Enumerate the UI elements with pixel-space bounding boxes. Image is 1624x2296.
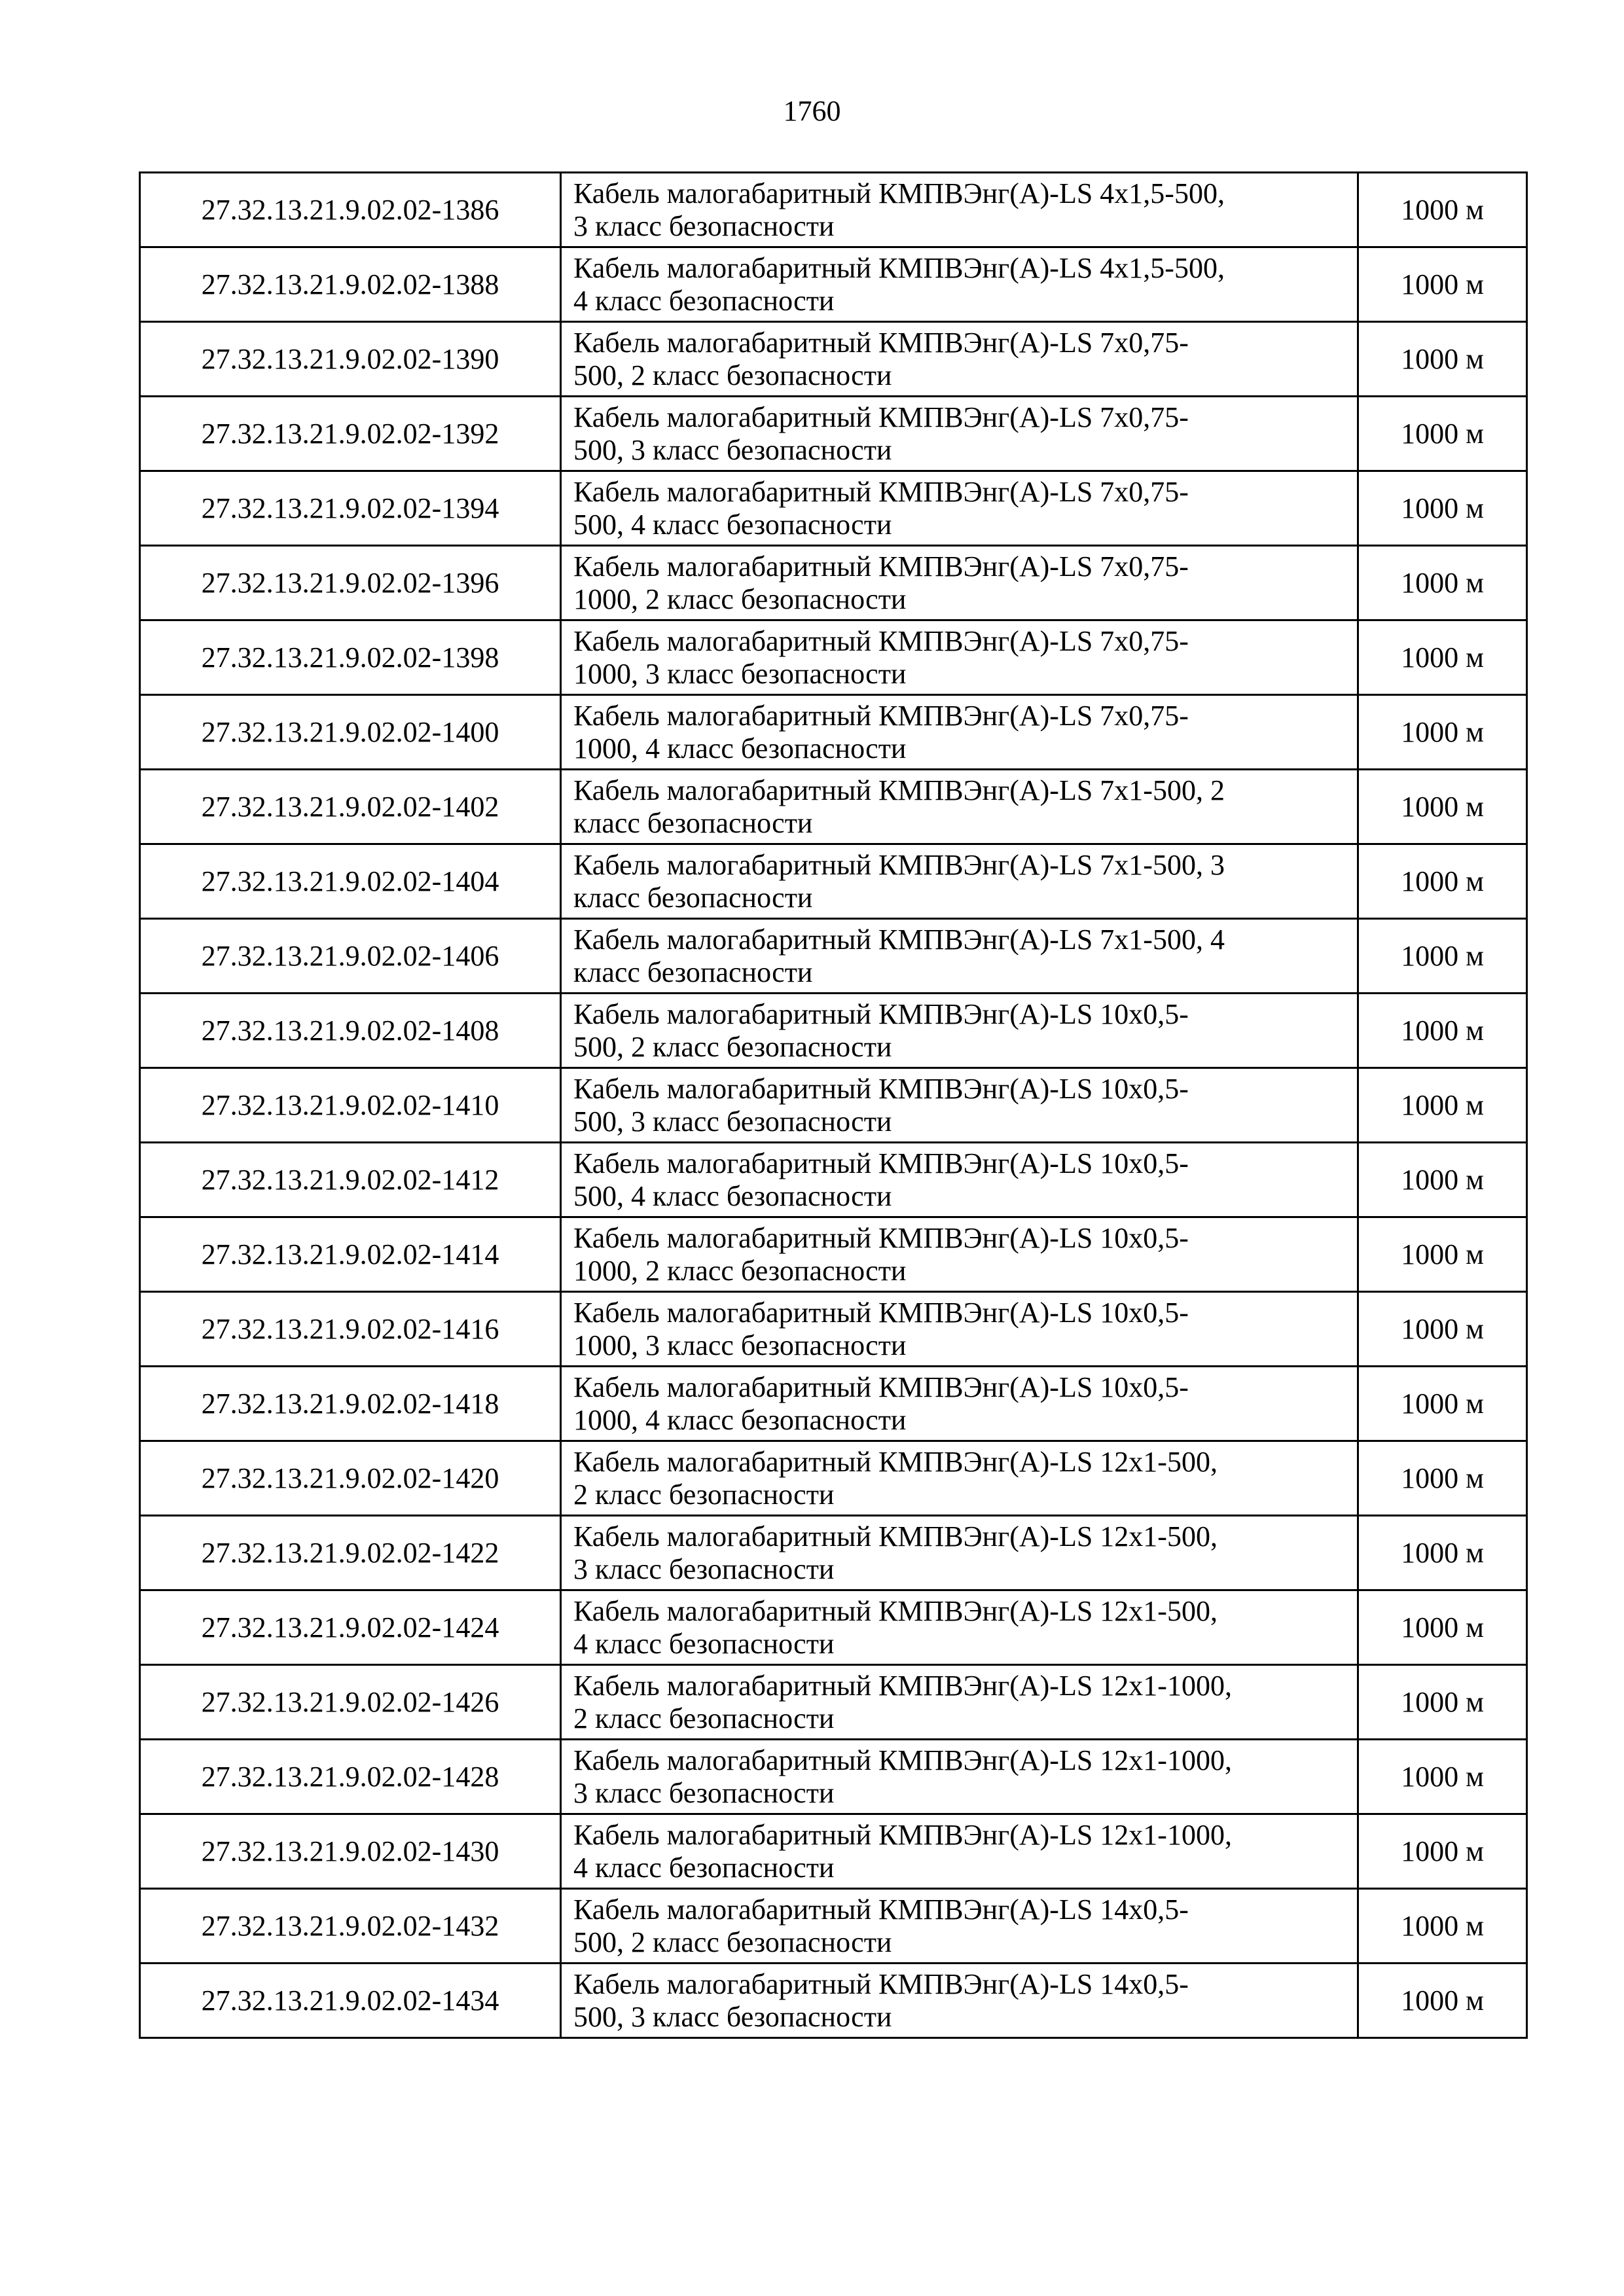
resource-code-cell: 27.32.13.21.9.02.02-1422 bbox=[140, 1516, 561, 1590]
description-line-1: Кабель малогабаритный КМПВЭнг(А)-LS 10х0,5- bbox=[573, 1222, 1189, 1255]
table-row bbox=[140, 1665, 1527, 1740]
unit-cell: 1000 м bbox=[1358, 1367, 1527, 1441]
description-cell bbox=[561, 1068, 1358, 1143]
table-row bbox=[140, 919, 1527, 994]
description-line-1: Кабель малогабаритный КМПВЭнг(А)-LS 12х1-500, bbox=[573, 1520, 1218, 1553]
table-row bbox=[140, 844, 1527, 919]
table-row bbox=[140, 695, 1527, 770]
unit-cell: 1000 м bbox=[1358, 695, 1527, 770]
table-row bbox=[140, 1143, 1527, 1217]
description-line-1: Кабель малогабаритный КМПВЭнг(А)-LS 12х1-1000, bbox=[573, 1670, 1232, 1702]
description-line-2: класс безопасности bbox=[573, 956, 813, 988]
resource-code-cell: 27.32.13.21.9.02.02-1428 bbox=[140, 1740, 561, 1814]
resource-code-cell: 27.32.13.21.9.02.02-1394 bbox=[140, 471, 561, 546]
description-cell bbox=[561, 397, 1358, 471]
unit-cell: 1000 м bbox=[1358, 1889, 1527, 1964]
description-line-1: Кабель малогабаритный КМПВЭнг(А)-LS 10х0,5- bbox=[573, 1073, 1189, 1105]
description-cell bbox=[561, 1740, 1358, 1814]
description-line-1: Кабель малогабаритный КМПВЭнг(А)-LS 10х0,5- bbox=[573, 998, 1189, 1031]
table-row bbox=[140, 247, 1527, 322]
description-line-1: Кабель малогабаритный КМПВЭнг(А)-LS 7х0,75- bbox=[573, 700, 1189, 732]
description-cell bbox=[561, 1665, 1358, 1740]
resource-code-cell: 27.32.13.21.9.02.02-1430 bbox=[140, 1814, 561, 1889]
description-cell bbox=[561, 1516, 1358, 1590]
description-cell bbox=[561, 1889, 1358, 1964]
table-row bbox=[140, 1217, 1527, 1292]
resource-code-cell: 27.32.13.21.9.02.02-1406 bbox=[140, 919, 561, 994]
resource-code-cell: 27.32.13.21.9.02.02-1392 bbox=[140, 397, 561, 471]
unit-cell: 1000 м bbox=[1358, 1590, 1527, 1665]
table-row bbox=[140, 1814, 1527, 1889]
resource-code-cell: 27.32.13.21.9.02.02-1434 bbox=[140, 1964, 561, 2038]
description-line-1: Кабель малогабаритный КМПВЭнг(А)-LS 7х0,75- bbox=[573, 327, 1189, 359]
description-cell bbox=[561, 546, 1358, 620]
resource-code-cell: 27.32.13.21.9.02.02-1408 bbox=[140, 994, 561, 1068]
description-line-2: 4 класс безопасности bbox=[573, 1851, 835, 1884]
description-line-2: 1000, 3 класс безопасности bbox=[573, 1329, 907, 1361]
unit-cell: 1000 м bbox=[1358, 1814, 1527, 1889]
unit-cell: 1000 м bbox=[1358, 1068, 1527, 1143]
description-line-2: 3 класс безопасности bbox=[573, 1552, 835, 1585]
page-number: 1760 bbox=[783, 95, 841, 127]
table-row bbox=[140, 1740, 1527, 1814]
description-cell bbox=[561, 1964, 1358, 2038]
description-line-2: класс безопасности bbox=[573, 806, 813, 839]
description-cell bbox=[561, 919, 1358, 994]
description-line-1: Кабель малогабаритный КМПВЭнг(А)-LS 10х0,5- bbox=[573, 1371, 1189, 1404]
description-line-2: класс безопасности bbox=[573, 881, 813, 914]
description-line-2: 4 класс безопасности bbox=[573, 1627, 835, 1660]
unit-cell: 1000 м bbox=[1358, 397, 1527, 471]
description-line-2: 500, 2 класс безопасности bbox=[573, 1030, 892, 1063]
unit-cell: 1000 м bbox=[1358, 620, 1527, 695]
unit-cell: 1000 м bbox=[1358, 173, 1527, 247]
unit-cell: 1000 м bbox=[1358, 1964, 1527, 2038]
unit-cell: 1000 м bbox=[1358, 546, 1527, 620]
unit-cell: 1000 м bbox=[1358, 1516, 1527, 1590]
description-line-2: 500, 4 класс безопасности bbox=[573, 508, 892, 541]
description-cell bbox=[561, 471, 1358, 546]
description-line-2: 3 класс безопасности bbox=[573, 209, 835, 242]
table-row bbox=[140, 1590, 1527, 1665]
description-line-2: 500, 2 класс безопасности bbox=[573, 359, 892, 391]
table-row bbox=[140, 1367, 1527, 1441]
resource-code-cell: 27.32.13.21.9.02.02-1424 bbox=[140, 1590, 561, 1665]
table-row bbox=[140, 1441, 1527, 1516]
table-row bbox=[140, 546, 1527, 620]
table-row bbox=[140, 620, 1527, 695]
description-line-2: 1000, 4 класс безопасности bbox=[573, 1403, 907, 1436]
resource-code-cell: 27.32.13.21.9.02.02-1388 bbox=[140, 247, 561, 322]
description-line-2: 500, 4 класс безопасности bbox=[573, 1179, 892, 1212]
description-line-1: Кабель малогабаритный КМПВЭнг(А)-LS 10х0,5- bbox=[573, 1297, 1189, 1329]
description-line-2: 1000, 4 класс безопасности bbox=[573, 732, 907, 764]
unit-cell: 1000 м bbox=[1358, 471, 1527, 546]
description-cell bbox=[561, 770, 1358, 844]
description-line-2: 1000, 2 класс безопасности bbox=[573, 583, 907, 615]
description-cell bbox=[561, 1143, 1358, 1217]
description-cell bbox=[561, 1814, 1358, 1889]
unit-cell: 1000 м bbox=[1358, 1665, 1527, 1740]
resource-code-cell: 27.32.13.21.9.02.02-1418 bbox=[140, 1367, 561, 1441]
description-line-2: 1000, 3 класс безопасности bbox=[573, 657, 907, 690]
description-line-1: Кабель малогабаритный КМПВЭнг(А)-LS 7х0,75- bbox=[573, 476, 1189, 509]
description-line-1: Кабель малогабаритный КМПВЭнг(А)-LS 7х0,75- bbox=[573, 625, 1189, 658]
unit-cell: 1000 м bbox=[1358, 1292, 1527, 1367]
description-line-2: 2 класс безопасности bbox=[573, 1702, 835, 1734]
table-row bbox=[140, 397, 1527, 471]
description-line-1: Кабель малогабаритный КМПВЭнг(А)-LS 4х1,5-500, bbox=[573, 177, 1225, 210]
unit-cell: 1000 м bbox=[1358, 1740, 1527, 1814]
description-line-1: Кабель малогабаритный КМПВЭнг(А)-LS 7х1-500, 4 bbox=[573, 924, 1225, 956]
description-line-1: Кабель малогабаритный КМПВЭнг(А)-LS 12х1-1000, bbox=[573, 1744, 1232, 1777]
description-line-1: Кабель малогабаритный КМПВЭнг(А)-LS 10х0,5- bbox=[573, 1147, 1189, 1180]
resource-code-cell: 27.32.13.21.9.02.02-1398 bbox=[140, 620, 561, 695]
description-line-1: Кабель малогабаритный КМПВЭнг(А)-LS 14х0,5- bbox=[573, 1893, 1189, 1926]
description-line-2: 1000, 2 класс безопасности bbox=[573, 1254, 907, 1287]
description-line-1: Кабель малогабаритный КМПВЭнг(А)-LS 14х0,5- bbox=[573, 1968, 1189, 2001]
description-cell bbox=[561, 844, 1358, 919]
description-line-1: Кабель малогабаритный КМПВЭнг(А)-LS 7х1-500, 2 bbox=[573, 774, 1225, 807]
description-cell bbox=[561, 173, 1358, 247]
resource-code-cell: 27.32.13.21.9.02.02-1412 bbox=[140, 1143, 561, 1217]
description-cell bbox=[561, 1292, 1358, 1367]
description-line-2: 2 класс безопасности bbox=[573, 1478, 835, 1511]
description-cell bbox=[561, 620, 1358, 695]
description-line-1: Кабель малогабаритный КМПВЭнг(А)-LS 12х1-500, bbox=[573, 1446, 1218, 1479]
resource-code-cell: 27.32.13.21.9.02.02-1426 bbox=[140, 1665, 561, 1740]
description-line-1: Кабель малогабаритный КМПВЭнг(А)-LS 7х0,75- bbox=[573, 401, 1189, 434]
description-line-2: 500, 2 класс безопасности bbox=[573, 1926, 892, 1958]
unit-cell: 1000 м bbox=[1358, 1441, 1527, 1516]
unit-cell: 1000 м bbox=[1358, 1217, 1527, 1292]
resource-code-cell: 27.32.13.21.9.02.02-1402 bbox=[140, 770, 561, 844]
unit-cell: 1000 м bbox=[1358, 247, 1527, 322]
description-line-2: 500, 3 класс безопасности bbox=[573, 2000, 892, 2033]
unit-cell: 1000 м bbox=[1358, 1143, 1527, 1217]
description-cell bbox=[561, 994, 1358, 1068]
table-row bbox=[140, 1292, 1527, 1367]
description-line-2: 500, 3 класс безопасности bbox=[573, 433, 892, 466]
resource-code-cell: 27.32.13.21.9.02.02-1396 bbox=[140, 546, 561, 620]
description-cell bbox=[561, 1217, 1358, 1292]
description-cell bbox=[561, 322, 1358, 397]
resource-code-cell: 27.32.13.21.9.02.02-1420 bbox=[140, 1441, 561, 1516]
table-row bbox=[140, 770, 1527, 844]
resource-code-cell: 27.32.13.21.9.02.02-1416 bbox=[140, 1292, 561, 1367]
cable-catalog-table bbox=[139, 171, 1528, 2039]
description-line-1: Кабель малогабаритный КМПВЭнг(А)-LS 4х1,5-500, bbox=[573, 252, 1225, 285]
table-row bbox=[140, 322, 1527, 397]
table-row bbox=[140, 1516, 1527, 1590]
unit-cell: 1000 м bbox=[1358, 322, 1527, 397]
resource-code-cell: 27.32.13.21.9.02.02-1410 bbox=[140, 1068, 561, 1143]
resource-code-cell: 27.32.13.21.9.02.02-1414 bbox=[140, 1217, 561, 1292]
unit-cell: 1000 м bbox=[1358, 919, 1527, 994]
resource-code-cell: 27.32.13.21.9.02.02-1432 bbox=[140, 1889, 561, 1964]
description-line-2: 4 класс безопасности bbox=[573, 284, 835, 317]
resource-code-cell: 27.32.13.21.9.02.02-1404 bbox=[140, 844, 561, 919]
description-cell bbox=[561, 1441, 1358, 1516]
table-row bbox=[140, 1889, 1527, 1964]
table-row bbox=[140, 994, 1527, 1068]
unit-cell: 1000 м bbox=[1358, 994, 1527, 1068]
unit-cell: 1000 м bbox=[1358, 770, 1527, 844]
description-line-1: Кабель малогабаритный КМПВЭнг(А)-LS 12х1-1000, bbox=[573, 1819, 1232, 1852]
description-line-1: Кабель малогабаритный КМПВЭнг(А)-LS 12х1-500, bbox=[573, 1595, 1218, 1628]
table-row bbox=[140, 173, 1527, 247]
description-cell bbox=[561, 247, 1358, 322]
table-row bbox=[140, 471, 1527, 546]
description-line-1: Кабель малогабаритный КМПВЭнг(А)-LS 7х1-500, 3 bbox=[573, 849, 1225, 882]
resource-code-cell: 27.32.13.21.9.02.02-1390 bbox=[140, 322, 561, 397]
description-cell bbox=[561, 1367, 1358, 1441]
description-cell bbox=[561, 695, 1358, 770]
description-line-1: Кабель малогабаритный КМПВЭнг(А)-LS 7х0,75- bbox=[573, 550, 1189, 583]
resource-code-cell: 27.32.13.21.9.02.02-1386 bbox=[140, 173, 561, 247]
description-line-2: 500, 3 класс безопасности bbox=[573, 1105, 892, 1138]
table-body bbox=[140, 173, 1527, 2038]
table-row bbox=[140, 1068, 1527, 1143]
table-row bbox=[140, 1964, 1527, 2038]
unit-cell: 1000 м bbox=[1358, 844, 1527, 919]
description-cell bbox=[561, 1590, 1358, 1665]
resource-code-cell: 27.32.13.21.9.02.02-1400 bbox=[140, 695, 561, 770]
description-line-2: 3 класс безопасности bbox=[573, 1776, 835, 1809]
